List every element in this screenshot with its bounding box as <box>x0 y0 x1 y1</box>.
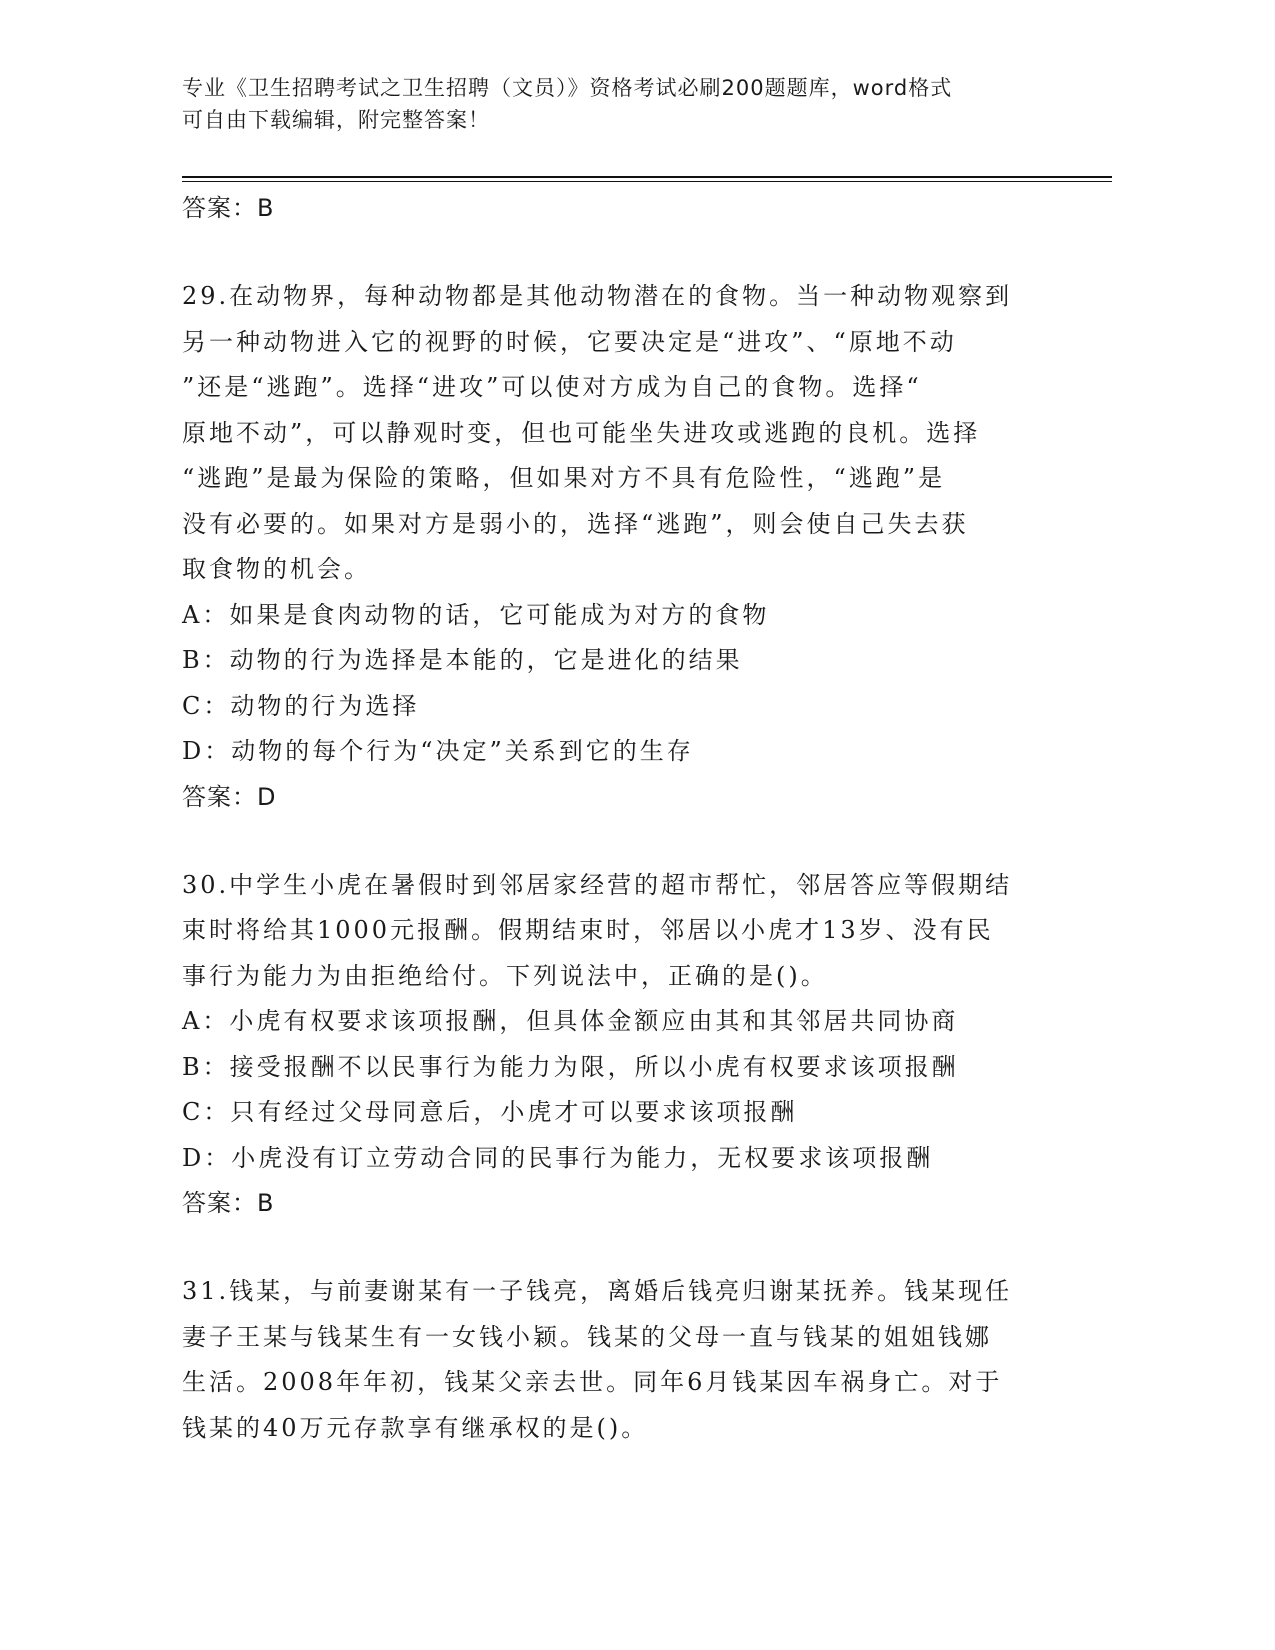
option-d: D：动物的每个行为“决定”关系到它的生存 <box>182 737 694 765</box>
option-c: C：只有经过父母同意后，小虎才可以要求该项报酬 <box>182 1098 798 1126</box>
question-stem-line: 妻子王某与钱某生有一女钱小颖。钱某的父母一直与钱某的姐姐钱娜 <box>182 1322 992 1351</box>
option-c: C：动物的行为选择 <box>182 691 420 720</box>
option-b: B：动物的行为选择是本能的，它是进化的结果 <box>182 646 743 674</box>
answer-line: 答案：B <box>182 194 275 222</box>
question-stem-line: 31.钱某，与前妻谢某有一子钱亮，离婚后钱亮归谢某抚养。钱某现任 <box>182 1277 1013 1305</box>
option-b: B：接受报酬不以民事行为能力为限，所以小虎有权要求该项报酬 <box>182 1052 959 1081</box>
option-a: A：如果是食肉动物的话，它可能成为对方的食物 <box>182 600 770 629</box>
question-30 <box>182 863 1082 1226</box>
question-stem-line: ”还是“逃跑”。选择“进攻”可以使对方成为自己的食物。选择“ <box>182 373 922 401</box>
question-stem-line: 取食物的机会。 <box>182 555 371 583</box>
spacer <box>182 819 1082 863</box>
question-stem-line: 事行为能力为由拒绝给付。下列说法中，正确的是()。 <box>182 961 828 990</box>
header-line-1: 专业《卫生招聘考试之卫生招聘（文员）》资格考试必刷200题题库，word格式 <box>182 76 953 100</box>
answer-line: 答案：D <box>182 782 277 811</box>
question-stem-line: 30.中学生小虎在暑假时到邻居家经营的超市帮忙，邻居答应等假期结 <box>182 870 1013 899</box>
question-stem-line: 钱某的40万元存款享有继承权的是()。 <box>182 1413 649 1442</box>
question-stem-line: “逃跑”是最为保险的策略，但如果对方不具有危险性，“逃跑”是 <box>182 464 946 492</box>
header-divider-thick <box>182 176 1112 178</box>
document-header <box>182 72 1042 136</box>
question-stem-line: 生活。2008年年初，钱某父亲去世。同年6月钱某因车祸身亡。对于 <box>182 1368 1003 1396</box>
question-stem-line: 另一种动物进入它的视野的时候，它要决定是“进攻”、“原地不动 <box>182 327 957 356</box>
question-stem-line: 29.在动物界，每种动物都是其他动物潜在的食物。当一种动物观察到 <box>182 282 1013 310</box>
answer-line: 答案：B <box>182 1189 275 1217</box>
option-d: D：小虎没有订立劳动合同的民事行为能力，无权要求该项报酬 <box>182 1143 934 1172</box>
document-body <box>182 186 1082 1451</box>
option-a: A：小虎有权要求该项报酬，但具体金额应由其和其邻居共同协商 <box>182 1007 959 1035</box>
question-31 <box>182 1269 1082 1451</box>
spacer <box>182 230 1082 274</box>
header-divider-thin <box>182 181 1112 182</box>
spacer <box>182 1225 1082 1269</box>
question-stem-line: 没有必要的。如果对方是弱小的，选择“逃跑”，则会使自己失去获 <box>182 509 969 538</box>
header-line-2: 可自由下载编辑，附完整答案！ <box>182 108 490 132</box>
question-stem-line: 束时将给其1000元报酬。假期结束时，邻居以小虎才13岁、没有民 <box>182 916 994 944</box>
question-stem-line: 原地不动”，可以静观时变，但也可能坐失进攻或逃跑的良机。选择 <box>182 418 981 447</box>
question-29 <box>182 274 1082 819</box>
